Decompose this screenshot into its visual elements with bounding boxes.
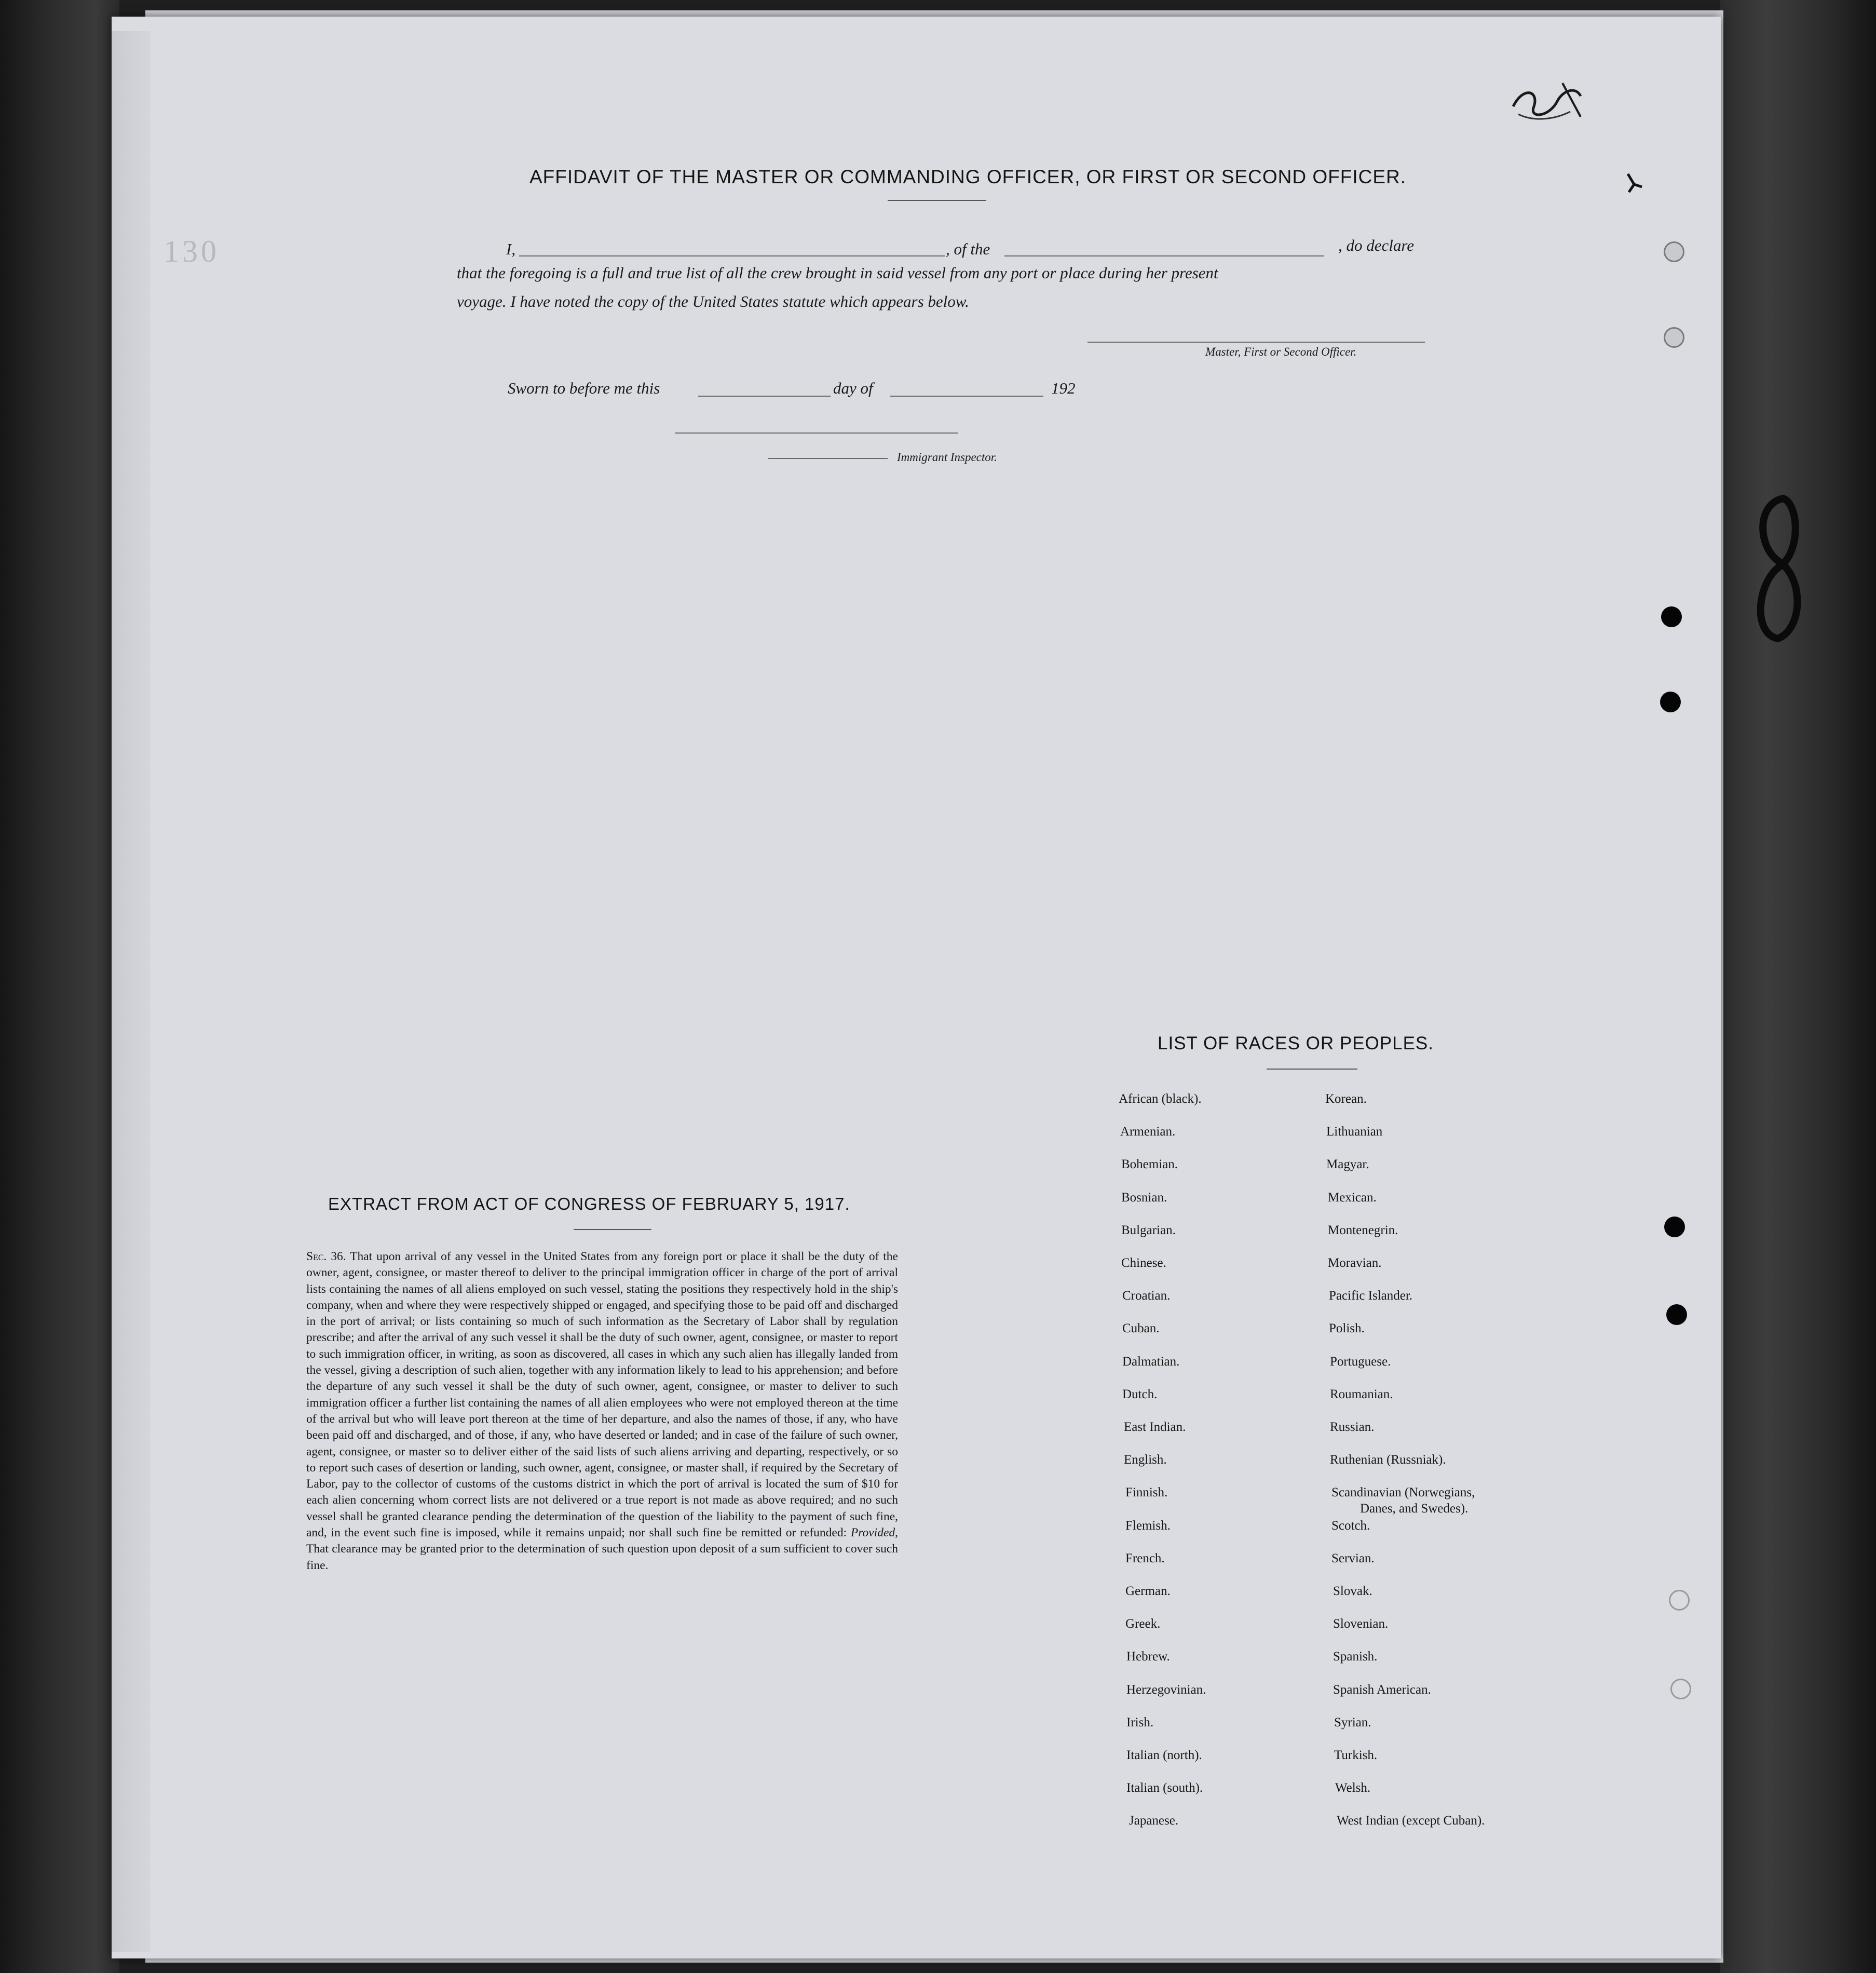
race-right-list-item: Russian. — [1330, 1420, 1375, 1434]
race-right-list-item: Turkish. — [1334, 1748, 1378, 1762]
race-right-list-item: Korean. — [1325, 1092, 1367, 1106]
affidavit-title-rule — [888, 200, 986, 201]
inspector-signature-line-top — [675, 433, 958, 434]
race-right-list-item: Roumanian. — [1330, 1387, 1393, 1401]
race-right-list-item: Servian. — [1331, 1551, 1375, 1565]
race-right-list-item: Slovenian. — [1333, 1617, 1389, 1631]
race-right-list-item: Slovak. — [1333, 1584, 1372, 1598]
affidavit-line-2: voyage. I have noted the copy of the United States statute which appears below. — [457, 292, 969, 310]
affidavit-of-the-label: , of the — [946, 240, 990, 258]
sworn-day-blank-line — [698, 396, 831, 397]
race-left-list-item: Bohemian. — [1121, 1157, 1178, 1171]
race-left-list-item: African (black). — [1119, 1092, 1202, 1106]
pencil-tick-icon — [1624, 171, 1644, 195]
extract-title: EXTRACT FROM ACT OF CONGRESS OF FEBRUARY 5, 1917. — [328, 1194, 850, 1213]
scan-edge-right — [1720, 0, 1876, 1973]
handwritten-stamp-icon — [1508, 75, 1586, 125]
race-left-list-item: Hebrew. — [1126, 1650, 1170, 1664]
race-left-list-item: French. — [1125, 1551, 1165, 1565]
races-title-rule — [1267, 1069, 1357, 1070]
race-left-list-item: German. — [1125, 1584, 1171, 1598]
scan-edge-left — [0, 0, 119, 1973]
race-left-list-item: Greek. — [1125, 1617, 1161, 1631]
affidavit-line-1: that the foregoing is a full and true list of all the crew brought in said vessel from any port or place during her present — [457, 264, 1218, 282]
race-right-list-item: Scandinavian (Norwegians, — [1331, 1485, 1475, 1499]
extract-section-label: Sec. 36. — [306, 1250, 346, 1263]
binder-hole — [1664, 327, 1684, 348]
race-right-list-item: Spanish American. — [1333, 1683, 1431, 1697]
race-left-list-item: English. — [1124, 1453, 1167, 1467]
affidavit-i-label: I, — [506, 240, 516, 258]
extract-body-text-1: That upon arrival of any vessel in the United States from any foreign port or place it shall be the duty of the owner, agent, consignee, or master thereof to deliver to the principal immigration officer in charge of the port of arrival lists containing the names of all aliens employed on such vessel, stating the positions they respectively hold in the ship's company, when and where they were respectively shipped or engaged, and specifying those to be paid off and discharged in the port of arrival; or lists containing so much of such information as the Secretary of Labor shall by regulation prescribe; and after the arrival of any such vessel it shall be the duty of such owner, agent, consignee, or master to report to such immigration officer, in writing, as soon as discovered, all cases in which any such alien has illegally landed from the vessel, giving a description of such alien, together with any information likely to lead to his apprehension; and before the departure of any such vessel it shall be the duty of such owner, agent, consignee, or master to deliver to such immigration officer a further list containing the names of all alien employees who were not employed thereon at the time of the arrival but who will leave port thereon at the time of her departure, and also the names of those, if any, who have been paid off and discharged, and of those, if any, who have deserted or landed; and in case of the failure of such owner, agent, consignee, or master so to deliver either of the said lists of such aliens arriving and departing, respectively, or so to report such cases of desertion or landing, such owner, agent, consignee, or master shall, if required by the Secretary of Labor, pay to the collector of customs of the customs district in which the port of arrival is located the sum of $10 for each alien concerning whom correct lists are not delivered or a true report is not made as above required; and no such vessel shall be granted clearance pending the determination of the question of the liability to the payment of such fine, and, in the event such fine is imposed, while it remains unpaid; nor shall such fine be remitted or refunded: — [306, 1250, 898, 1540]
race-right-list-item: Scotch. — [1331, 1519, 1370, 1533]
page-margin-band — [112, 31, 151, 1952]
handwritten-mark-icon — [1747, 493, 1809, 644]
affidavit-do-declare-label: , do declare — [1338, 236, 1415, 254]
signature-label: Master, First or Second Officer. — [1205, 345, 1357, 358]
race-left-list-item: Bulgarian. — [1121, 1223, 1176, 1237]
race-left-list-item: Irish. — [1126, 1715, 1154, 1729]
race-left-list-item: Flemish. — [1125, 1519, 1171, 1533]
binder-hole — [1670, 1679, 1691, 1699]
binder-hole — [1666, 1304, 1687, 1325]
sworn-month-blank-line — [890, 396, 1043, 397]
races-title: LIST OF RACES OR PEOPLES. — [1158, 1033, 1434, 1053]
race-left-list-item: Cuban. — [1122, 1321, 1160, 1335]
binder-hole — [1664, 241, 1684, 262]
race-left-list-item: Armenian. — [1120, 1125, 1176, 1139]
race-left-list-item: Croatian. — [1122, 1289, 1171, 1303]
extract-provided-label: Provided, — [850, 1526, 899, 1540]
extract-title-rule — [574, 1229, 651, 1230]
race-left-list-item: Italian (north). — [1126, 1748, 1202, 1762]
race-right-list-item: Magyar. — [1326, 1157, 1369, 1171]
binder-hole — [1664, 1217, 1685, 1237]
race-left-list-item: Japanese. — [1129, 1814, 1179, 1828]
race-right-list-item: Pacific Islander. — [1329, 1289, 1413, 1303]
race-left-list-item: Bosnian. — [1121, 1191, 1167, 1205]
extract-body-text-2: That clearance may be granted prior to the determination of such question upon deposit of a sum sufficient to cover such fine. — [306, 1542, 898, 1572]
race-left-list-item: Finnish. — [1125, 1485, 1168, 1499]
signature-blank-line — [1087, 342, 1425, 343]
race-right-list-item: Polish. — [1329, 1321, 1365, 1335]
race-right-list-item: Lithuanian — [1326, 1125, 1383, 1139]
binder-hole — [1660, 692, 1681, 712]
name-blank-line — [519, 255, 945, 256]
affidavit-title: AFFIDAVIT OF THE MASTER OR COMMANDING OFFICER, OR FIRST OR SECOND OFFICER. — [529, 166, 1407, 187]
extract-body — [306, 1249, 898, 1574]
sworn-label: Sworn to before me this — [508, 379, 660, 397]
race-left-list-item: Italian (south). — [1126, 1781, 1203, 1795]
binder-hole — [1661, 606, 1682, 627]
year-label: 192 — [1051, 379, 1076, 397]
binder-hole — [1669, 1590, 1690, 1611]
race-right-list-item: Syrian. — [1334, 1715, 1371, 1729]
inspector-signature-line — [768, 458, 888, 459]
race-left-list-item: Herzegovinian. — [1126, 1683, 1206, 1697]
race-right-list-item: Ruthenian (Russniak). — [1330, 1453, 1446, 1467]
race-right-list-item: Montenegrin. — [1328, 1223, 1398, 1237]
race-right-list-item: West Indian (except Cuban). — [1337, 1814, 1485, 1828]
vessel-blank-line — [1004, 255, 1324, 256]
race-left-list-item: Chinese. — [1121, 1256, 1166, 1270]
bleed-through-number: 130 — [164, 234, 220, 268]
race-right-list-item: Moravian. — [1328, 1256, 1382, 1270]
race-right-list-item: Portuguese. — [1330, 1355, 1391, 1369]
race-scandinavian-continuation: Danes, and Swedes). — [1360, 1502, 1469, 1516]
race-right-list-item: Welsh. — [1335, 1781, 1371, 1795]
race-right-list-item: Mexican. — [1328, 1191, 1377, 1205]
inspector-label: Immigrant Inspector. — [897, 451, 997, 464]
race-left-list-item: Dalmatian. — [1122, 1355, 1180, 1369]
race-left-list-item: East Indian. — [1124, 1420, 1186, 1434]
race-right-list-item: Spanish. — [1333, 1650, 1378, 1664]
day-of-label: day of — [833, 379, 873, 397]
race-left-list-item: Dutch. — [1122, 1387, 1158, 1401]
